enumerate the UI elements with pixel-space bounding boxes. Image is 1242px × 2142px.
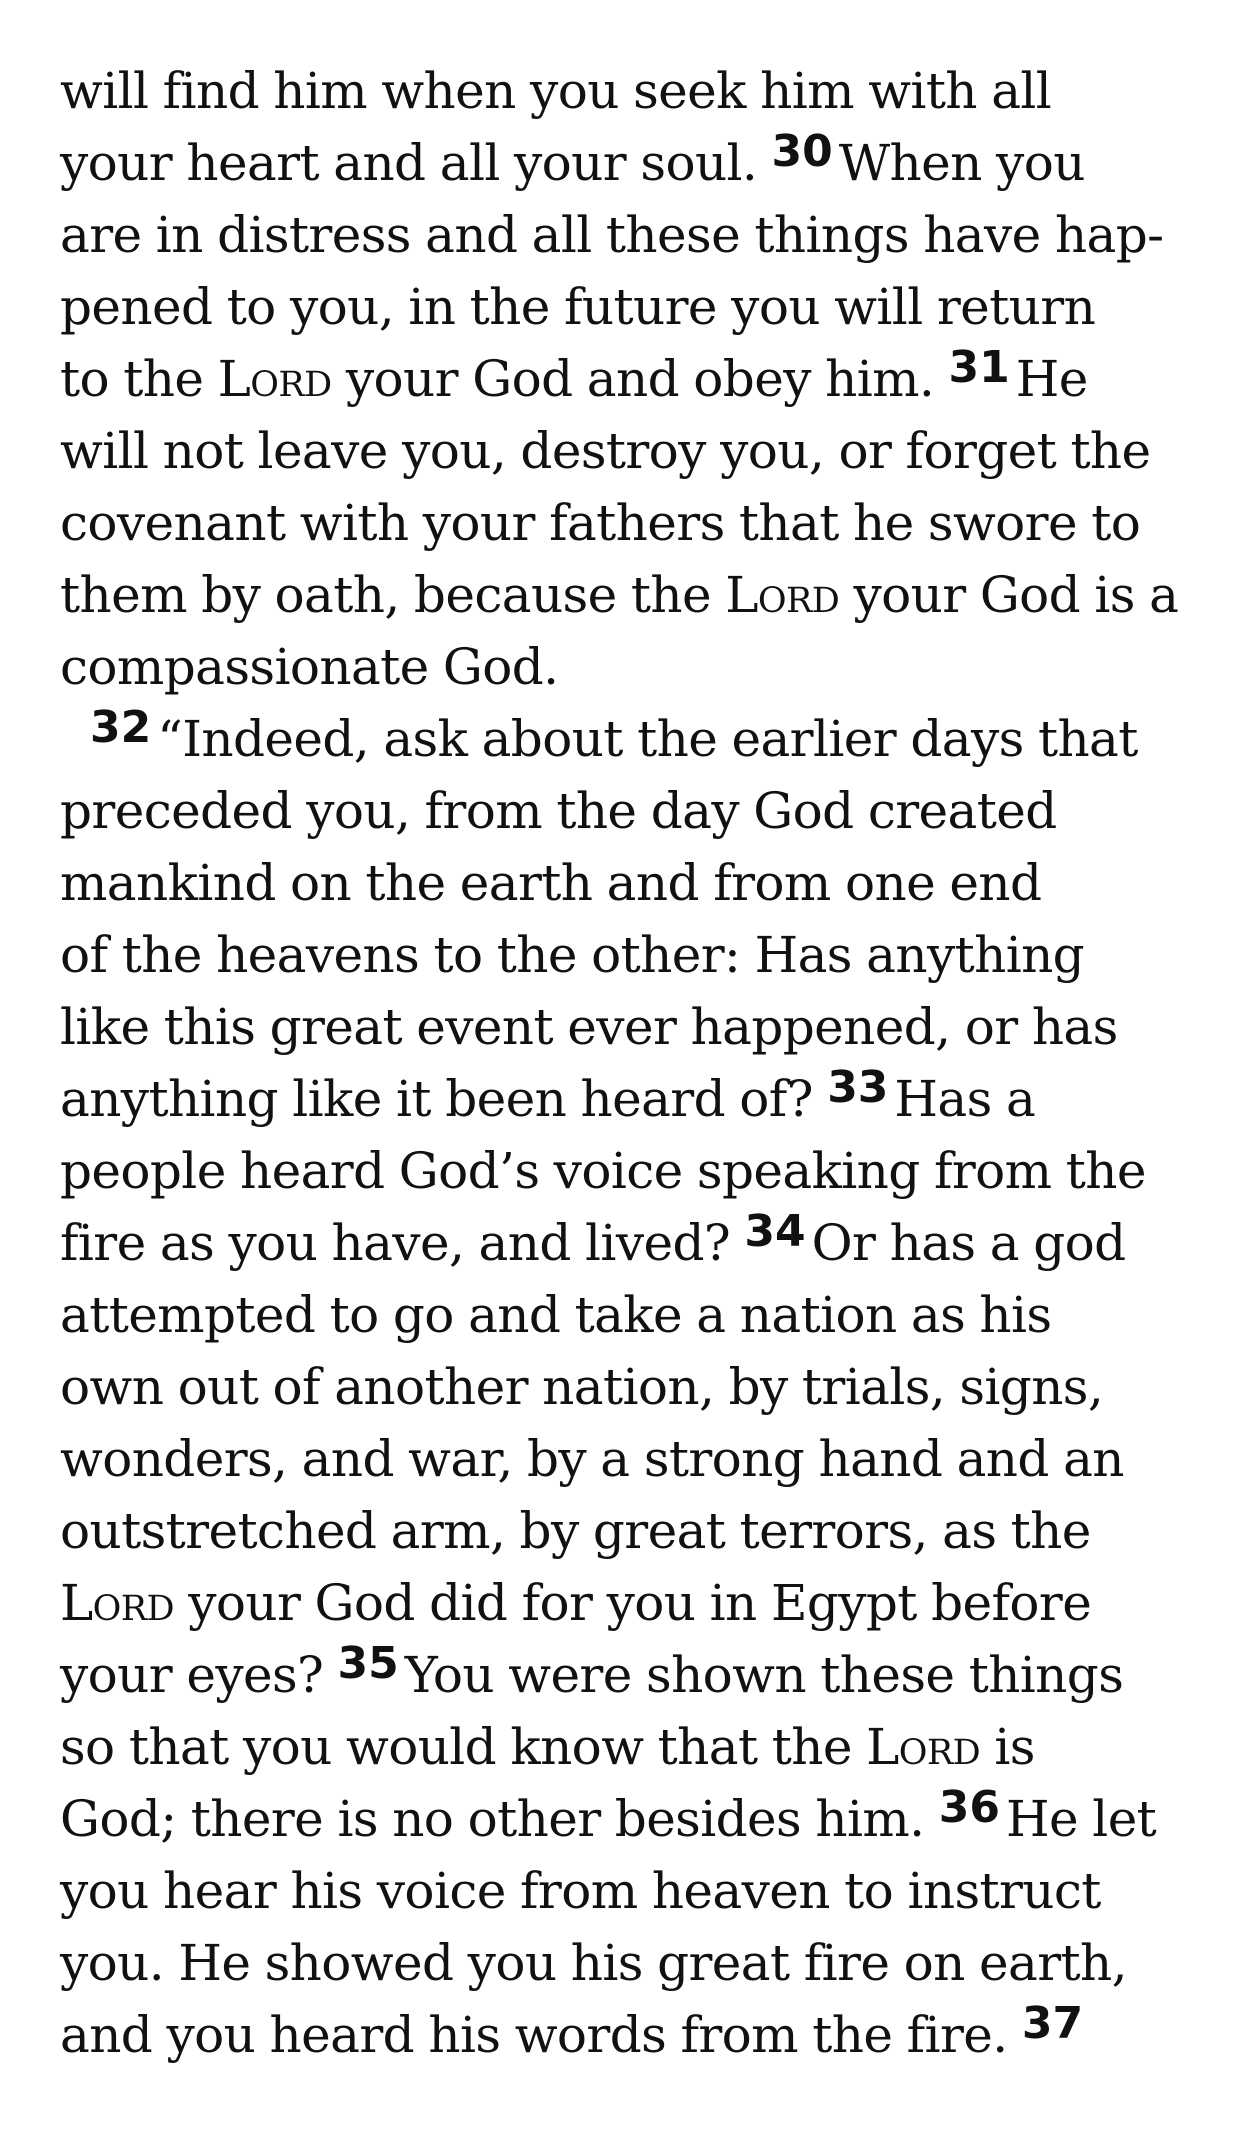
verse-number: 31 [948,342,1010,393]
text-line: God; there is no other besides him. 36 He let [60,1782,1157,1848]
text-line: so that you would know that the Lord is [60,1718,1035,1776]
text-line: of the heavens to the other: Has anything [60,926,1085,984]
verse-number: 36 [938,1782,1001,1833]
text-line: will not leave you, destroy you, or forget the [60,422,1151,480]
verse-number: 34 [744,1206,806,1257]
text-line: your heart and all your soul. 30 When you [60,126,1085,192]
text-line: you hear his voice from heaven to instruct [60,1862,1101,1920]
text-line: your eyes? 35 You were shown these things [60,1638,1124,1704]
divine-name: Lord [217,350,332,408]
verse-number: 37 [1021,1998,1084,2049]
text-line: attempted to go and take a nation as his [60,1286,1052,1344]
text-line: will find him when you seek him with all [60,62,1052,120]
text-line: compassionate God. [60,638,559,696]
verse-number: 33 [827,1062,889,1113]
text-line: to the Lord your God and obey him. 31 He [60,342,1088,408]
text-line: wonders, and war, by a strong hand and an [60,1430,1124,1488]
text-line: and you heard his words from the fire. 37 [60,1998,1084,2064]
text-line: them by oath, because the Lord your God is a [60,566,1179,624]
text-line: 32 “Indeed, ask about the earlier days that [90,702,1138,768]
text-line: fire as you have, and lived? 34 Or has a god [60,1206,1126,1272]
scripture-text [60,55,1190,2071]
text-line: you. He showed you his great fire on earth, [60,1934,1127,1992]
text-line: people heard God’s voice speaking from the [60,1142,1146,1200]
verse-number: 35 [337,1638,399,1689]
divine-name: Lord [725,566,840,624]
text-line: mankind on the earth and from one end [60,854,1042,912]
text-line: like this great event ever happened, or has [60,998,1118,1056]
text-line: Lord your God did for you in Egypt before [60,1574,1092,1632]
verse-number: 30 [771,126,833,177]
divine-name: Lord [866,1718,981,1776]
text-line: preceded you, from the day God created [60,782,1057,840]
text-line: pened to you, in the future you will return [60,278,1096,336]
divine-name: Lord [60,1574,174,1632]
verse-number: 32 [90,702,152,753]
text-line: are in distress and all these things have hap- [60,206,1164,264]
text-line: anything like it been heard of? 33 Has a [60,1062,1036,1128]
text-line: covenant with your fathers that he swore to [60,494,1141,552]
text-line: own out of another nation, by trials, signs, [60,1358,1104,1416]
text-line: outstretched arm, by great terrors, as the [60,1502,1091,1560]
